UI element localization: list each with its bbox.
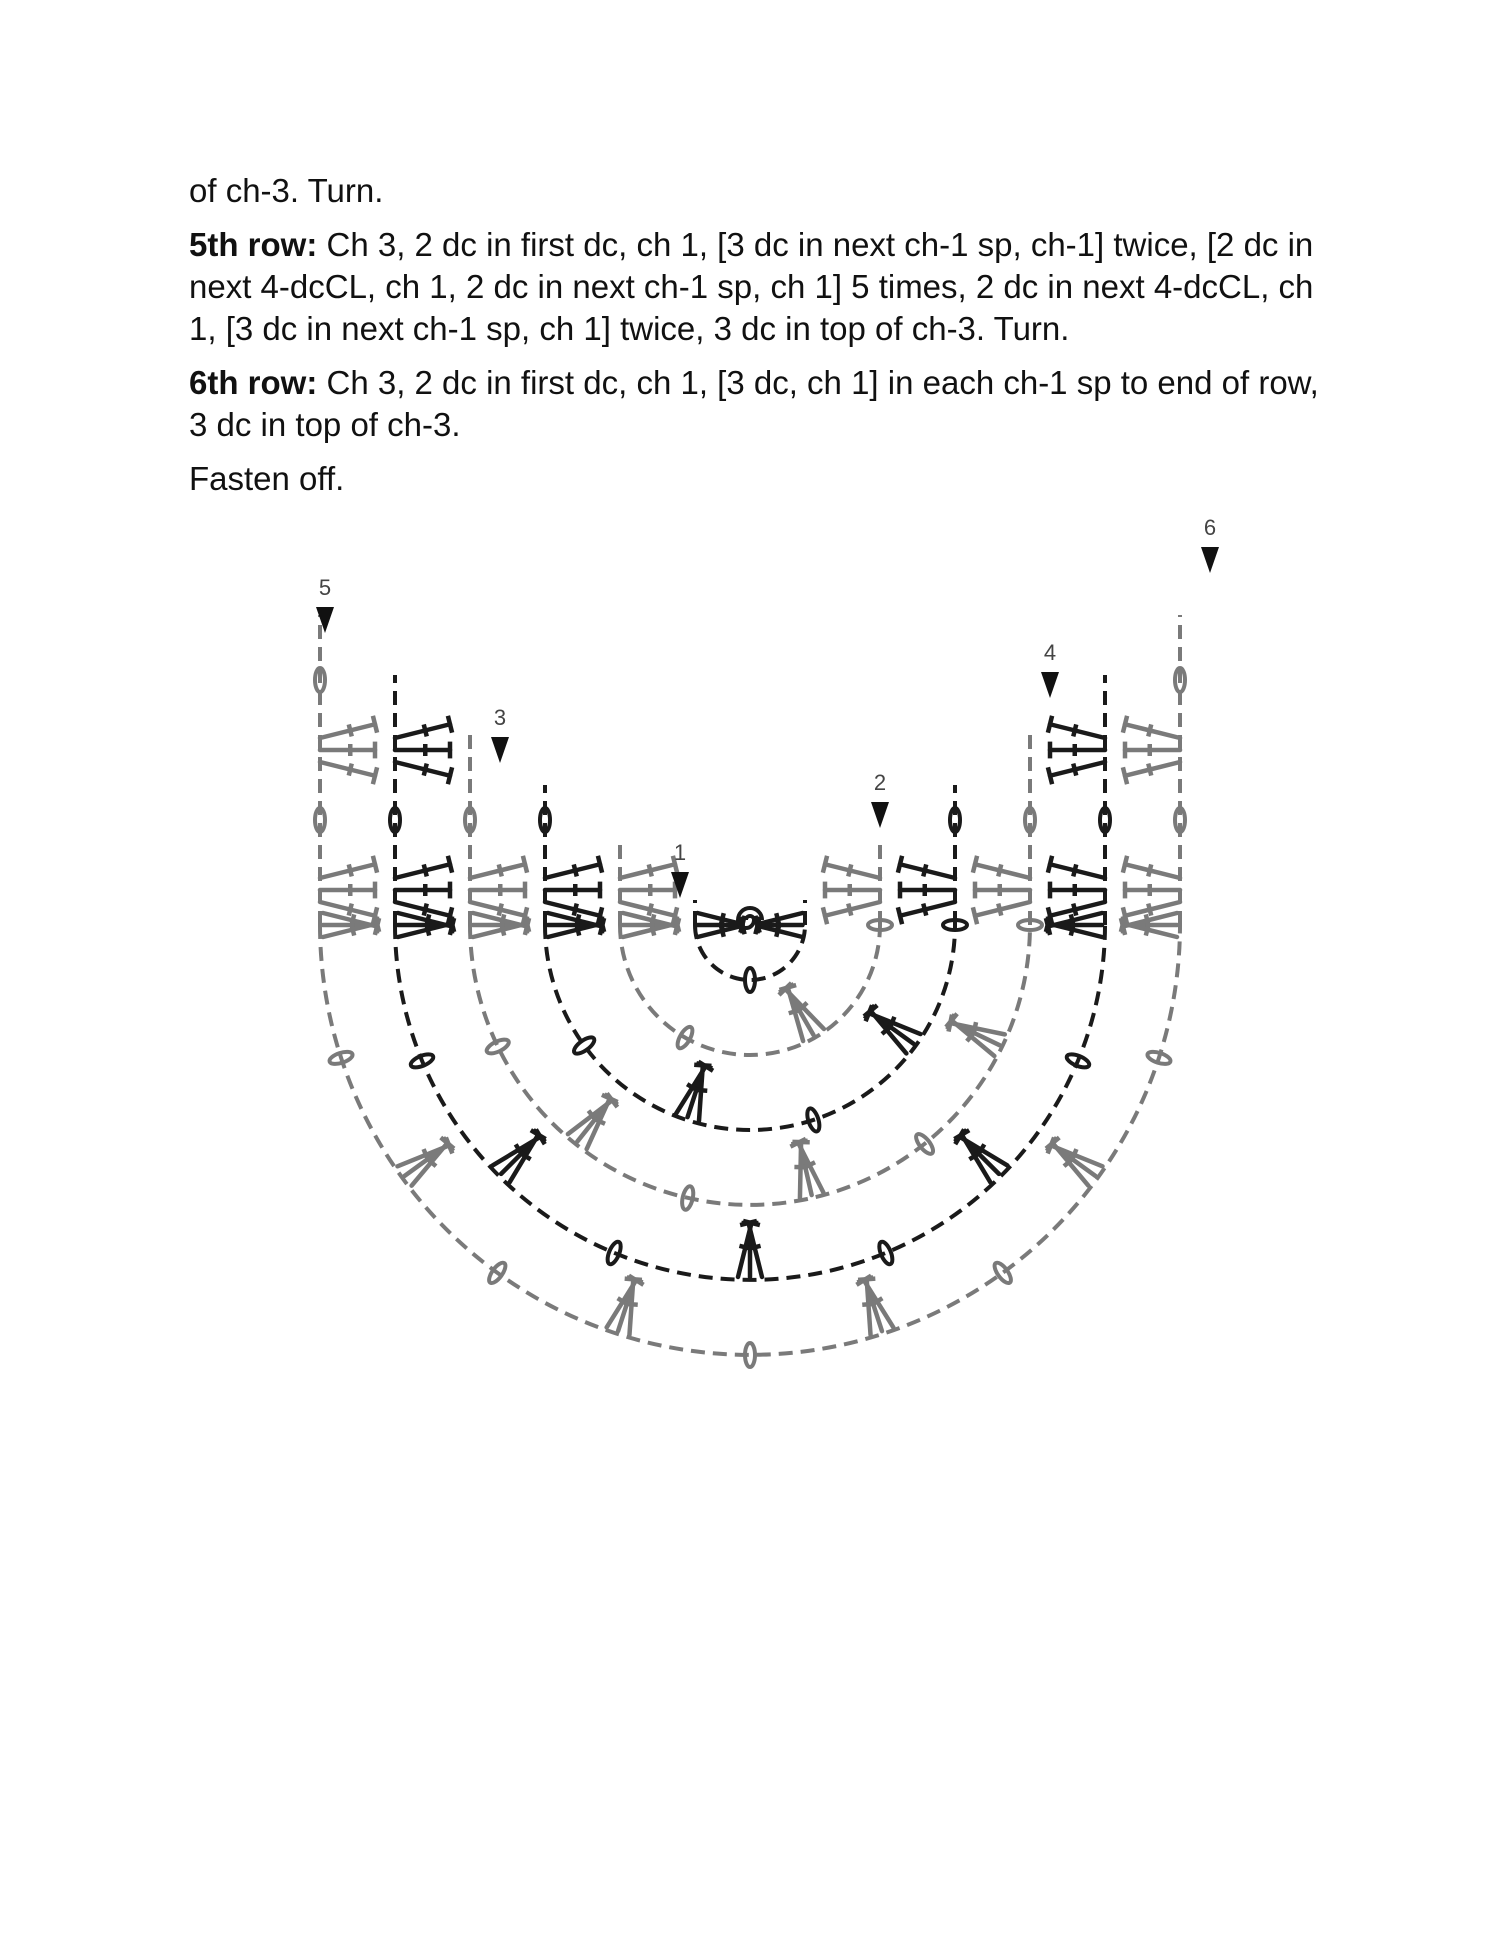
- dc-crossbar: [721, 925, 724, 937]
- dc-crossbar: [923, 864, 926, 876]
- dc-crossbar: [1148, 724, 1151, 736]
- dc-crossbar: [1073, 724, 1076, 736]
- dc-top-bar: [949, 1015, 953, 1032]
- dc-crossbar: [424, 764, 427, 776]
- dc-crossbar: [1071, 914, 1074, 926]
- row-marker-arrow-icon: [871, 802, 889, 828]
- dc-crossbar: [848, 864, 851, 876]
- dc-crossbar: [649, 904, 652, 916]
- dc-top-bar: [823, 907, 827, 924]
- dc-crossbar: [1073, 864, 1076, 876]
- dc-crossbar: [721, 913, 724, 925]
- chain-stitch: [992, 1260, 1014, 1285]
- dc-crossbar: [349, 764, 352, 776]
- dc-crossbar: [574, 864, 577, 876]
- dc-crossbar: [1148, 864, 1151, 876]
- dc-crossbar: [625, 1304, 637, 1305]
- dc-crossbar: [749, 1246, 761, 1249]
- dc-crossbar: [848, 904, 851, 916]
- dc-crossbar: [998, 864, 1001, 876]
- dc-top-bar: [373, 856, 377, 873]
- row-marker-arrow-icon: [1041, 672, 1059, 698]
- dc-crossbar: [651, 924, 654, 936]
- dc-crossbar: [594, 1119, 605, 1124]
- dc-top-bar: [448, 856, 452, 873]
- dc-top-bar: [625, 1279, 642, 1280]
- row-marker-3: [491, 705, 509, 763]
- dc-crossbar: [499, 864, 502, 876]
- row-marker-number: 4: [1043, 640, 1057, 665]
- dc-crossbar: [1148, 904, 1151, 916]
- dc-crossbar: [1146, 914, 1149, 926]
- row-5-text: Ch 3, 2 dc in first dc, ch 1, [3 dc in next ch-1 sp, ch-1] twice, [2 dc in next 4-dcCL, ch 1, 2 dc in next ch-1 sp, ch 1] 5 times, 2 dc in next 4-dcCL, ch 1, [3 dc in next ch-1 sp, ch 1] twice, 3 dc in top of ch-3. Turn.: [189, 226, 1314, 347]
- dc-top-bar: [1123, 767, 1127, 784]
- dc-crossbar: [1072, 1149, 1077, 1160]
- row-markers: [316, 515, 1219, 898]
- row-marker-arrow-icon: [1201, 547, 1219, 573]
- dc-crossbar: [351, 924, 354, 936]
- dc-crossbar: [776, 913, 779, 925]
- dc-crossbar: [499, 904, 502, 916]
- dc-crossbar: [998, 904, 1001, 916]
- dc-top-bar: [898, 856, 902, 873]
- dc-crossbar: [695, 1090, 707, 1091]
- chain-stitch: [605, 1240, 623, 1266]
- row-6-ring: [320, 913, 1180, 1367]
- dc-crossbar: [1148, 764, 1151, 776]
- dc-top-bar: [373, 716, 377, 733]
- dc-top-bar: [1048, 716, 1052, 733]
- dc-crossbar: [1073, 764, 1076, 776]
- dc-top-bar: [448, 716, 452, 733]
- row-5-arm-left: [390, 675, 452, 925]
- dc-crossbar: [426, 924, 429, 936]
- dc-top-bar: [973, 907, 977, 924]
- row-3-arm-right: [898, 785, 960, 925]
- dc-top-bar: [694, 1065, 711, 1066]
- dc-top-bar: [866, 1005, 872, 1021]
- row-4-arm-right: [973, 730, 1035, 925]
- row-5-arm-right: [1048, 675, 1110, 925]
- row-marker-arrow-icon: [491, 737, 509, 763]
- row-marker-4: [1041, 640, 1059, 698]
- row-3-arm-left: [540, 785, 602, 925]
- crochet-chart-svg: [200, 515, 1300, 1690]
- row-marker-number: 3: [493, 705, 507, 730]
- dc-top-bar: [523, 856, 527, 873]
- dc-crossbar: [574, 904, 577, 916]
- row-6-arm-left: [315, 615, 377, 925]
- dc-top-bar: [1123, 716, 1127, 733]
- dc-top-bar: [373, 767, 377, 784]
- row-4-ring: [470, 913, 1042, 1211]
- dc-crossbar: [776, 925, 779, 937]
- dc-top-bar: [598, 856, 602, 873]
- dc-top-bar: [1048, 1137, 1054, 1153]
- row-4-arm-left: [465, 730, 527, 925]
- row-6-label: 6th row:: [189, 364, 318, 401]
- dc-top-bar: [1123, 856, 1127, 873]
- chain-stitch: [745, 968, 755, 992]
- dc-top-bar: [448, 767, 452, 784]
- dc-crossbar: [974, 1022, 977, 1034]
- row-marker-6: [1201, 515, 1219, 573]
- row-6-text: Ch 3, 2 dc in first dc, ch 1, [3 dc, ch 1] in each ch-1 sp to end of row, 3 dc in top of ch-3.: [189, 364, 1319, 443]
- continuation-text: of ch-3. Turn.: [189, 172, 384, 209]
- dc-crossbar: [1073, 904, 1076, 916]
- chain-stitch: [877, 1240, 895, 1266]
- row-5-instruction: [189, 224, 1339, 350]
- row-marker-number: 6: [1203, 515, 1217, 540]
- dc-crossbar: [424, 904, 427, 916]
- chain-stitch: [485, 1037, 511, 1056]
- dc-top-bar: [1048, 767, 1052, 784]
- row-marker-number: 5: [318, 575, 332, 600]
- chart-rows: [320, 913, 1180, 1367]
- closing-text: Fasten off.: [189, 460, 345, 497]
- dc-crossbar: [576, 924, 579, 936]
- instructions: [189, 170, 1339, 512]
- row-marker-number: 2: [873, 770, 887, 795]
- dc-top-bar: [973, 856, 977, 873]
- row-marker-5: [316, 575, 334, 633]
- dc-crossbar: [424, 864, 427, 876]
- dc-crossbar: [424, 724, 427, 736]
- row-5-label: 5th row:: [189, 226, 318, 263]
- row-marker-number: 1: [673, 840, 687, 865]
- row-6-arm-right: [1123, 615, 1185, 925]
- dc-top-bar: [823, 856, 827, 873]
- dc-crossbar: [649, 864, 652, 876]
- dc-crossbar: [923, 904, 926, 916]
- dc-crossbar: [501, 924, 504, 936]
- dc-top-bar: [1048, 856, 1052, 873]
- crochet-chart: [200, 515, 1300, 1690]
- dc-top-bar: [898, 907, 902, 924]
- row-marker-2: [871, 770, 889, 828]
- row-6-instruction: [189, 362, 1339, 446]
- chain-stitch: [745, 1343, 755, 1367]
- chain-stitch: [572, 1034, 597, 1056]
- dc-crossbar: [890, 1017, 895, 1028]
- dc-crossbar: [349, 724, 352, 736]
- dc-crossbar: [349, 904, 352, 916]
- row-2-arm-right: [823, 840, 880, 925]
- dc-crossbar: [349, 864, 352, 876]
